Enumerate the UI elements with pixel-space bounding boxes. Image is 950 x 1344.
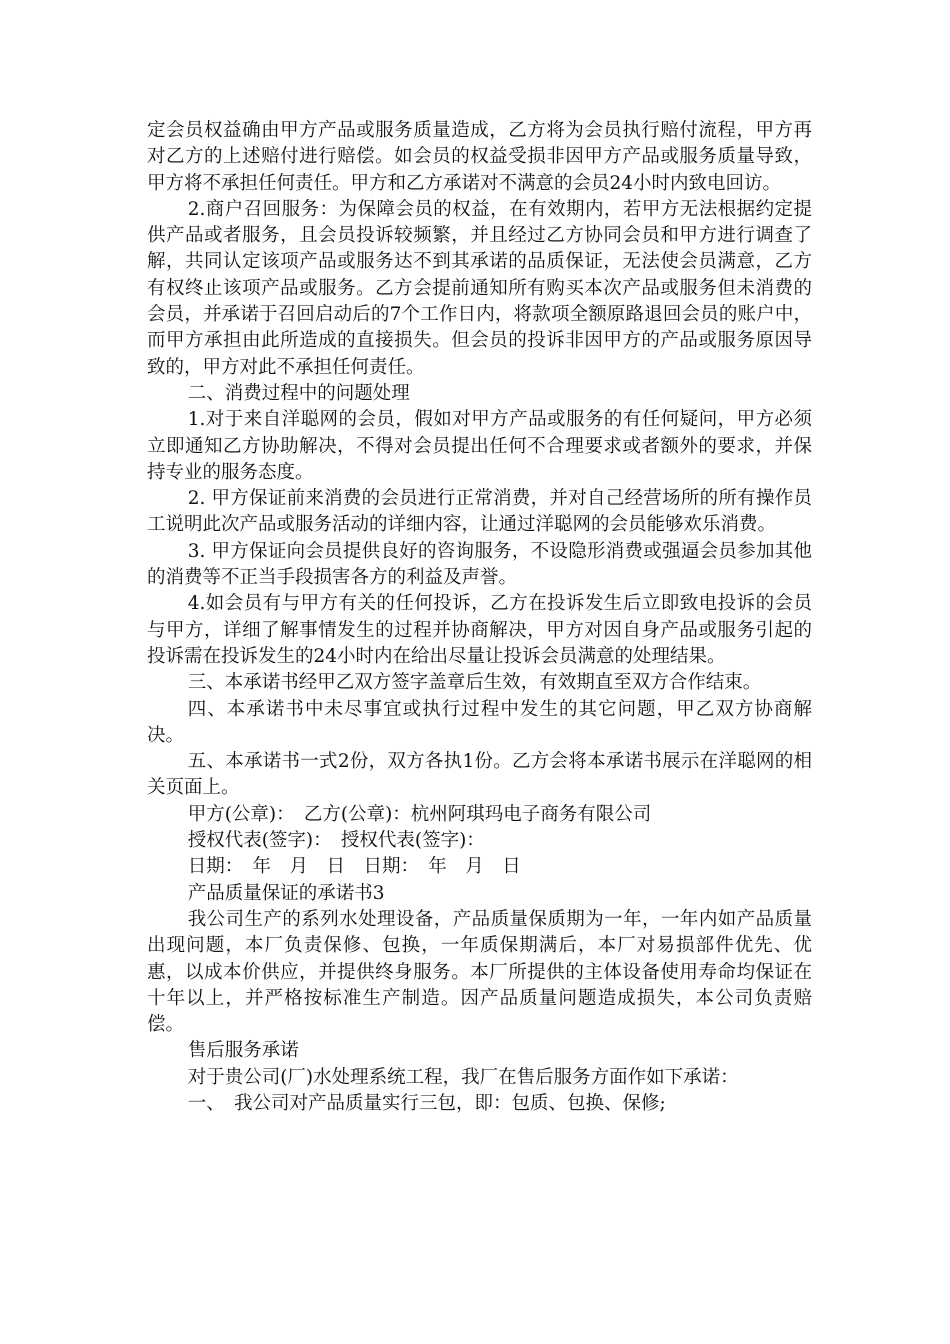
paragraph: 四、本承诺书中未尽事宜或执行过程中发生的其它问题，甲乙双方协商解决。 <box>147 698 812 746</box>
paragraph: 我公司生产的系列水处理设备，产品质量保质期为一年，一年内如产品质量出现问题，本厂负责保修、包换，一年质保期满后，本厂对易损部件优先、优惠，以成本价供应，并提供终身服务。本厂所提供的主体设备使用寿命均保证在十年以上，并严格按标准生产制造。因产品质量问题造成损失，本公司负责赔偿。 <box>147 908 812 1036</box>
paragraph: 4.如会员有与甲方有关的任何投诉，乙方在投诉发生后立即致电投诉的会员与甲方，详细了解事情发生的过程并协商解决，甲方对因自身产品或服务引起的投诉需在投诉发生的24小时内在给出尽量让投诉会员满意的处理结果。 <box>147 593 812 667</box>
paragraph: 五、本承诺书一式2份，双方各执1份。乙方会将本承诺书展示在洋聪网的相关页面上。 <box>147 751 812 799</box>
paragraph: 三、本承诺书经甲乙双方签字盖章后生效，有效期直至双方合作结束。 <box>187 672 762 694</box>
document-body <box>147 118 812 1117</box>
paragraph: 3. 甲方保证向会员提供良好的咨询服务，不设隐形消费或强逼会员参加其他的消费等不正当手段损害各方的利益及声誉。 <box>147 540 812 589</box>
date-line: 日期： 年 月 日 日期： 年 月 日 <box>187 856 521 878</box>
paragraph: 2.商户召回服务：为保障会员的权益，在有效期内，若甲方无法根据约定提供产品或者服务，且会员投诉较频繁，并且经过乙方协同会员和甲方进行调查了解，共同认定该项产品或服务达不到其承诺的品质保证，无法使会员满意，乙方有权终止该项产品或服务。乙方会提前通知所有购买本次产品或服务但未消费的会员，并承诺于召回启动后的7个工作日内，将款项全额原路退回会员的账户中，而甲方承担由此所造成的直接损失。但会员的投诉非因甲方的产品或服务原因导致的，甲方对此不承担任何责任。 <box>147 198 812 378</box>
paragraph: 定会员权益确由甲方产品或服务质量造成，乙方将为会员执行赔付流程，甲方再对乙方的上述赔付进行赔偿。如会员的权益受损非因甲方产品或服务质量导致，甲方将不承担任何责任。甲方和乙方承诺对不满意的会员24小时内致电回访。 <box>147 120 812 194</box>
signature-line: 授权代表(签字)： 授权代表(签字)： <box>187 830 485 852</box>
section-heading: 二、消费过程中的问题处理 <box>187 382 410 404</box>
paragraph: 1.对于来自洋聪网的会员，假如对甲方产品或服务的有任何疑问，甲方必须立即通知乙方协助解决，不得对会员提出任何不合理要求或者额外的要求，并保持专业的服务态度。 <box>147 409 812 483</box>
signature-line: 甲方(公章)： 乙方(公章)：杭州阿琪玛电子商务有限公司 <box>187 803 652 825</box>
paragraph: 2. 甲方保证前来消费的会员进行正常消费，并对自己经营场所的所有操作员工说明此次产品或服务活动的详细内容，让通过洋聪网的会员能够欢乐消费。 <box>147 488 812 536</box>
paragraph: 一、 我公司对产品质量实行三包，即：包质、包换、保修; <box>187 1092 666 1114</box>
paragraph: 对于贵公司(厂)水处理系统工程，我厂在售后服务方面作如下承诺： <box>187 1066 739 1088</box>
section-heading: 售后服务承诺 <box>187 1040 299 1062</box>
document-title: 产品质量保证的承诺书3 <box>187 882 385 904</box>
